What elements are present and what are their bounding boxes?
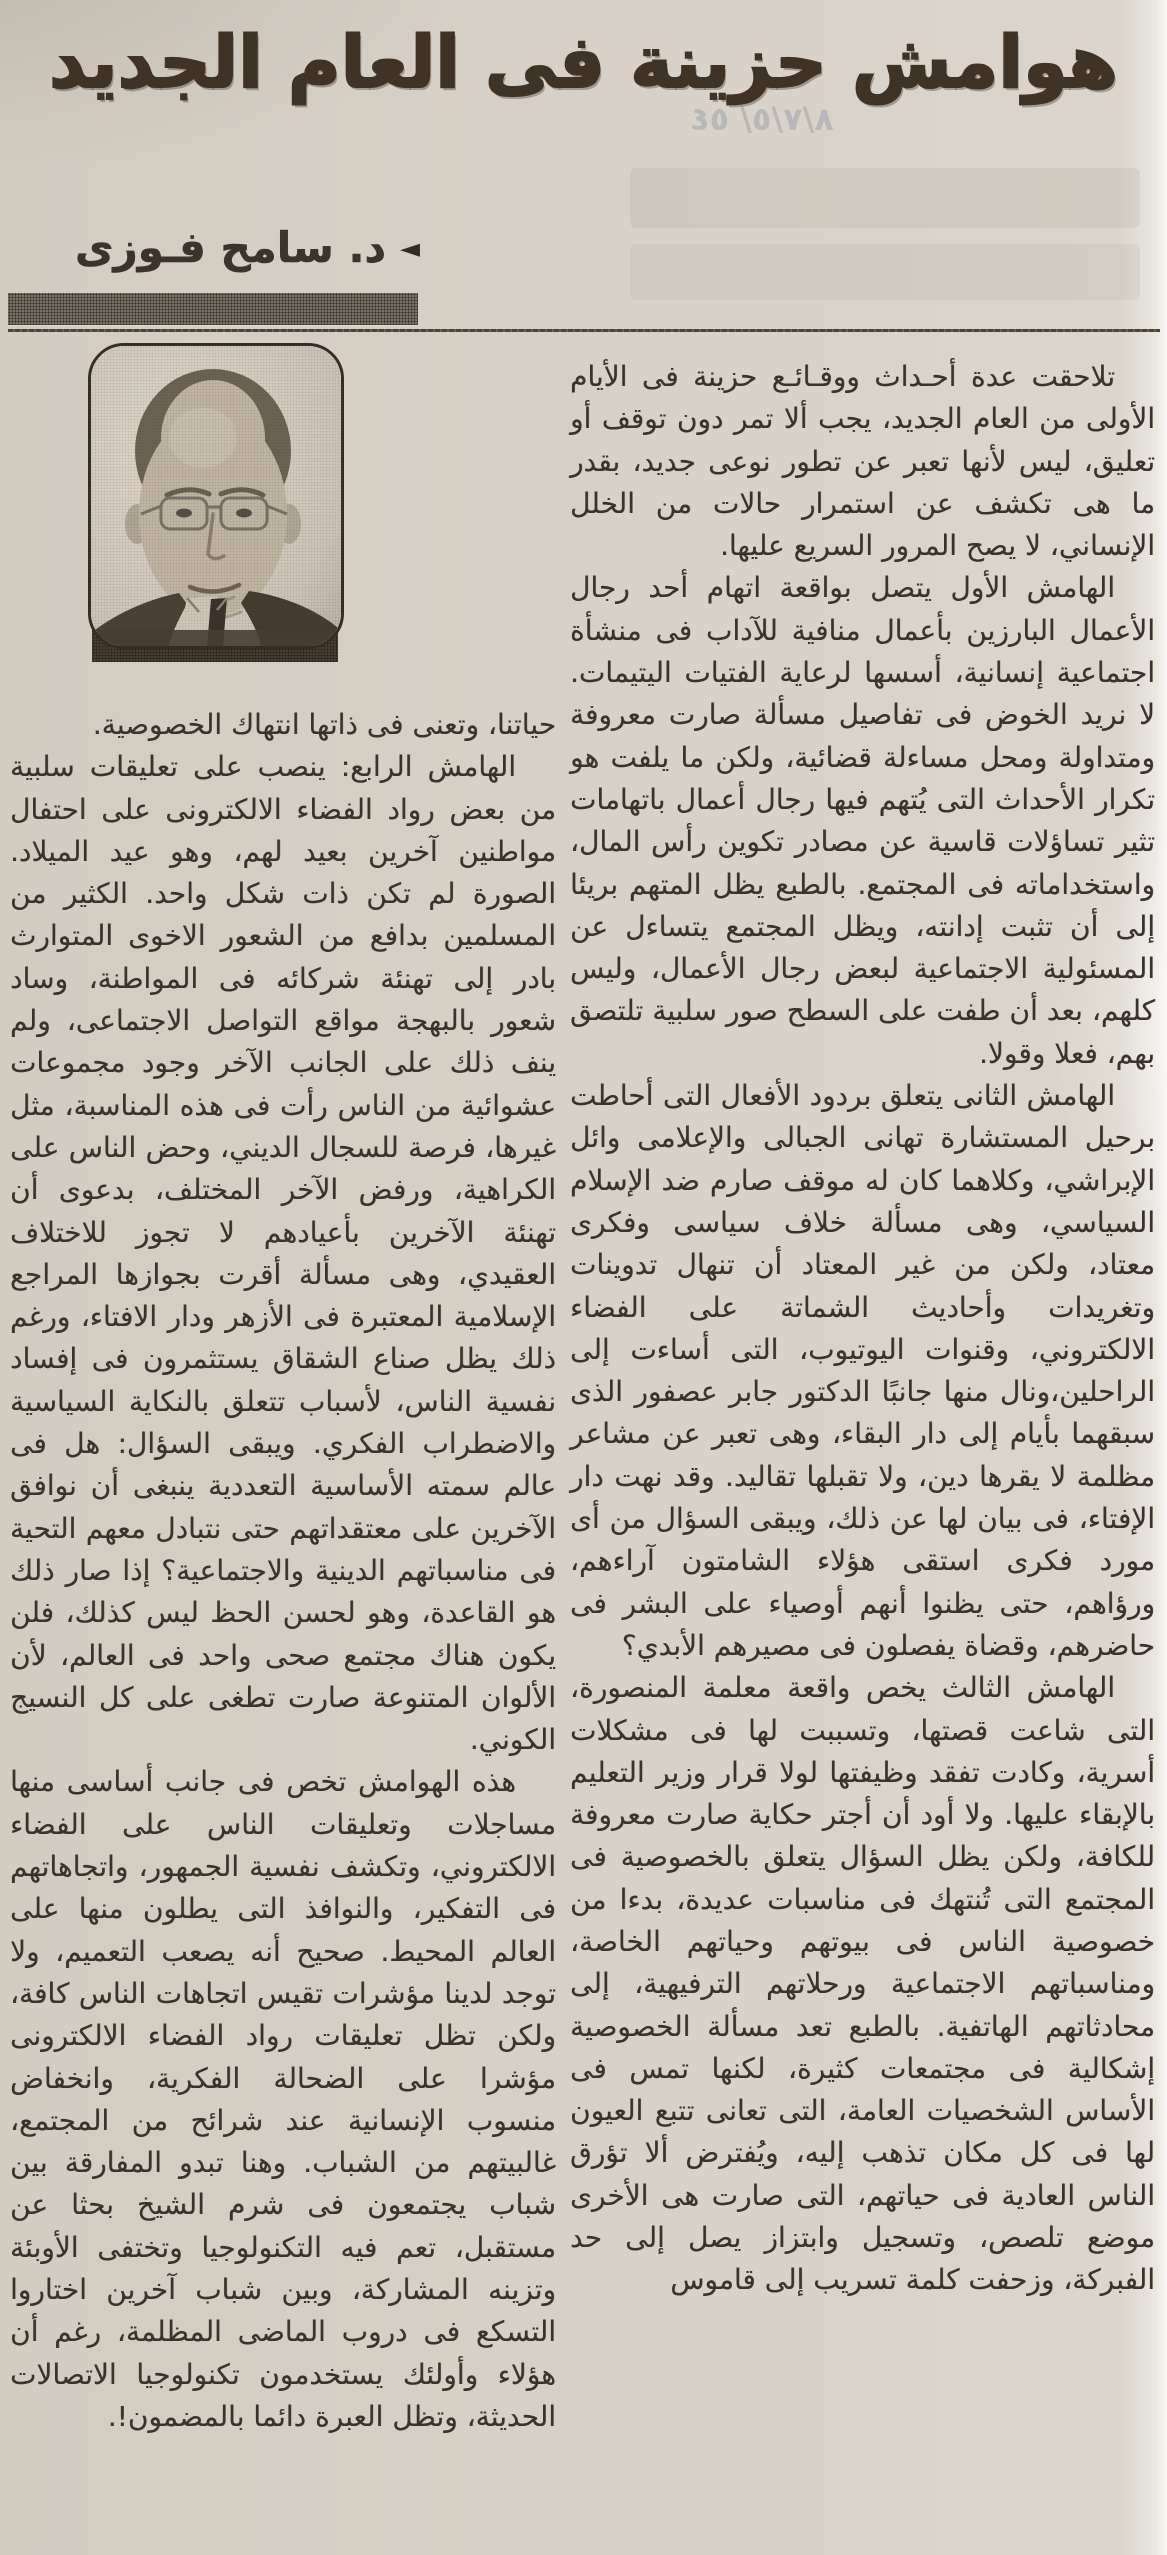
article-paragraph: تلاحقت عدة أحـداث ووقـائـع حزينة فى الأيام الأولى من العام الجديد، يجب ألا تمر دون توقف أو تعليق، ليس لأنها تعبر عن تطور نوعى جديد، بقدر ما هى تكشف عن استمرار حالات من الخلل الإنساني، لا يصح المرور السريع عليها. xyxy=(570,360,1155,563)
ghost-bleedthrough-block xyxy=(630,244,1140,300)
author-name: د. سامح فـوزى xyxy=(75,222,386,272)
article-column-left xyxy=(10,704,556,2438)
article-paragraph: الهامش الثانى يتعلق بردود الأفعال التى أحاطت برحيل المستشارة تهانى الجبالى والإعلامى وائل الإبراشي، وكلاهما كان له موقف صارم ضد الإسلام السياسي، وهى مسألة خلاف سياسى وفكرى معتاد، ولكن من غير المعتاد أن تنهال تدوينات وتغريدات وأحاديث الشماتة على الفضاء الالكتروني، وقنوات اليوتيوب، التى أساءت إلى الراحلين،ونال منها جانبًا الدكتور جابر عصفور الذى سبقهما بأيام إلى دار البقاء، وهى تعبر عن مشاعر مظلمة لا يقرها دين، ولا تقبلها تقاليد. وقد نهت دار الإفتاء، فى بيان لها عن ذلك، ويبقى السؤال من أى مورد فكرى استقى هؤلاء الشامتون آراءهم، ورؤاهم، حتى يظنوا أنهم أوصياء على البشر فى حاضرهم، وقضاة يفصلون فى مصيرهم الأبدي؟ xyxy=(570,1079,1155,1662)
article-paragraph: حياتنا، وتعنى فى ذاتها انتهاك الخصوصية. xyxy=(92,708,556,741)
byline-separator-bar xyxy=(8,293,418,325)
portrait-illustration xyxy=(91,346,341,646)
article-paragraph: الهامش الأول يتصل بواقعة اتهام أحد رجال الأعمال البارزين بأعمال منافية للآداب فى منشأة اجتماعية إنسانية، أسسها لرعاية الفتيات اليتيمات. لا نريد الخوض فى تفاصيل مسألة صارت معروفة ومتداولة ومحل مساءلة قضائية، ولكن ما يلفت هو تكرار الأحداث التى يُتهم فيها رجال أعمال باتهامات تثير تساؤلات قاسية عن مصادر تكوين رأس المال، واستخداماته فى المجتمع. بالطبع يظل المتهم بريئا إلى أن تثبت إدانته، ويظل المجتمع يتساءل عن المسئولية الاجتماعية لبعض رجال الأعمال، وليس كلهم، بعد أن طفت على السطح صور سلبية تلتصق بهم، فعلا وقولا. xyxy=(570,571,1155,1070)
byline-triangle-icon: ◄ xyxy=(400,234,420,264)
article-column-right xyxy=(570,356,1155,2302)
article-paragraph: هذه الهوامش تخص فى جانب أساسى منها مساجلات وتعليقات الناس على الفضاء الالكتروني، وتكشف نفسية الجمهور، واتجاهاتهم فى التفكير، والنوافذ التى يطلون منها على العالم المحيط. صحيح أنه يصعب التعميم، ولا توجد لدينا مؤشرات تقيس اتجاهات الناس كافة، ولكن تظل تعليقات رواد الفضاء الالكترونى مؤشرا على الضحالة الفكرية، وانخفاض منسوب الإنسانية عند شرائح من المجتمع، غالبيتهم من الشباب. وهنا تبدو المفارقة بين شباب يجتمعون فى شرم الشيخ بحثا عن مستقبل، تعم فيه التكنولوجيا وتختفى الأوبئة وتزينه المشاركة، وبين شباب آخرين اختاروا التسكع فى دروب الماضى المظلمة، رغم أن هؤلاء وأولئك يستخدمون تكنولوجيا الاتصالات الحديثة، وتظل العبرة دائما بالمضمون!. xyxy=(10,1765,556,2433)
author-portrait-photo xyxy=(88,343,344,649)
ghost-bleedthrough-date: ٥٤ /٨/٧/٥ xyxy=(690,100,834,138)
ghost-bleedthrough-block xyxy=(630,168,1140,228)
article-headline: هوامش حزينة فى العام الجديد xyxy=(48,20,1119,104)
article-paragraph: الهامش الثالث يخص واقعة معلمة المنصورة، التى شاعت قصتها، وتسببت لها فى مشكلات أسرية، وكادت تفقد وظيفتها لولا قرار وزير التعليم بالإبقاء عليها. ولا أود أن أجتر حكاية صارت معروفة للكافة، ولكن يظل السؤال يتعلق بالخصوصية فى المجتمع التى تُنتهك فى مناسبات عديدة، بدءا من خصوصية الناس فى بيوتهم وحياتهم الخاصة، ومناسباتهم الاجتماعية ورحلاتهم الترفيهية، إلى محادثاتهم الهاتفية. بالطبع تعد مسألة الخصوصية إشكالية فى مجتمعات كثيرة، لكنها تمس فى الأساس الشخصيات العامة، التى تعانى تتبع العيون لها فى كل مكان تذهب إليه، ويُفترض ألا تؤرق الناس العادية فى حياتهم، التى صارت هى الأخرى موضع تلصص، وتسجيل وابتزاز يصل إلى حد الفبركة، وزحفت كلمة تسريب إلى قاموس xyxy=(570,1671,1155,2297)
horizontal-rule xyxy=(8,329,1160,332)
article-paragraph: الهامش الرابع: ينصب على تعليقات سلبية من بعض رواد الفضاء الالكترونى على احتفال مواطنين آخرين بعيد لهم، وهو عيد الميلاد. الصورة لم تكن ذات شكل واحد. الكثير من المسلمين بدافع من الشعور الاخوى المتوارث بادر إلى تهنئة شركائه فى المواطنة، وساد شعور بالبهجة مواقع التواصل الاجتماعى، ولم ينف ذلك على الجانب الآخر وجود مجموعات عشوائية من الناس رأت فى هذه المناسبة، مثل غيرها، فرصة للسجال الديني، وحض الناس على الكراهية، ورفض الآخر المختلف، بدعوى أن تهنئة الآخرين بأعيادهم لا تجوز للاختلاف العقيدي، وهى مسألة أقرت بجوازها المراجع الإسلامية المعتبرة فى الأزهر ودار الافتاء، ورغم ذلك يظل صناع الشقاق يستثمرون فى إفساد نفسية الناس، لأسباب تتعلق بالنكاية السياسية والاضطراب الفكري. ويبقى السؤال: هل فى عالم سمته الأساسية التعددية ينبغى أن نوافق الآخرين على معتقداتهم حتى نتبادل معهم التحية فى مناسباتهم الدينية والاجتماعية؟ إذا صار ذلك هو القاعدة، وهو لحسن الحظ ليس كذلك، فلن يكون هناك مجتمع صحى واحد فى العالم، لأن الألوان المتنوعة صارت تطغى على كل النسيج الكوني. xyxy=(10,750,556,1757)
scan-edge-highlight xyxy=(1157,0,1167,2555)
byline xyxy=(40,212,420,282)
